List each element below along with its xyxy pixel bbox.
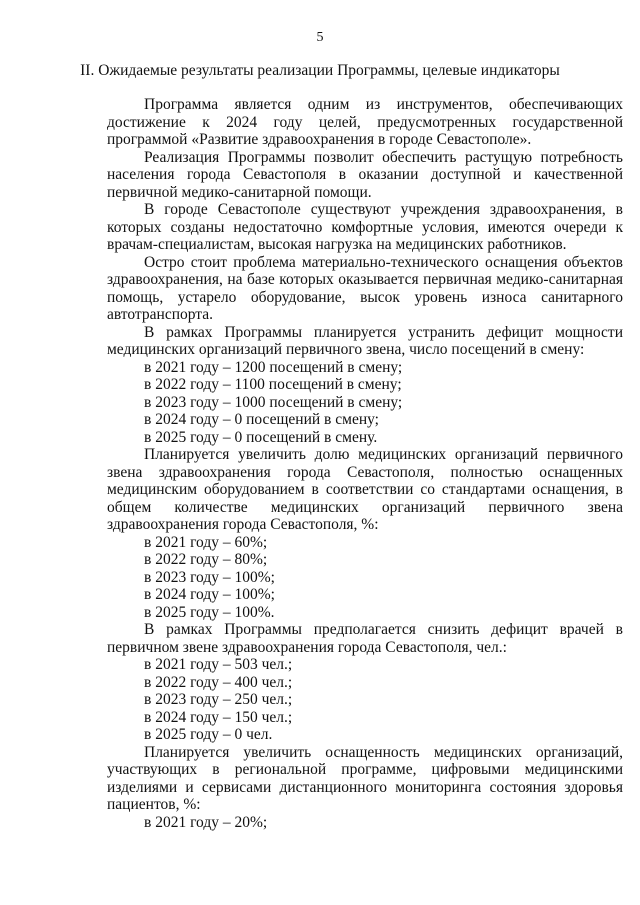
list-item: в 2021 году – 20%;	[144, 813, 268, 831]
paragraph-digital-monitoring: Планируется увеличить оснащенность медицинских организаций, участвующих в региональной программе, цифровыми медицинскими изделиями и сервисами дистанционного мониторинга состояния здоровья пациентов, %:	[107, 743, 623, 813]
list-item: в 2024 году – 150 чел.;	[144, 708, 293, 726]
list-item: в 2025 году – 0 посещений в смену.	[144, 428, 378, 446]
paragraph-program-implementation: Реализация Программы позволит обеспечить растущую потребность населения города Севастополя в оказании доступной и качественной первичной медико-санитарной помощи.	[107, 148, 623, 201]
paragraph-equipment-problem: Остро стоит проблема материально-технического оснащения объектов здравоохранения, на базе которых оказывается первичная медико-санитарная помощь, устарело оборудование, высок уровень износа санитарного автотранспорта.	[107, 253, 623, 323]
list-doctor-deficit	[107, 656, 623, 744]
paragraph-doctor-deficit: В рамках Программы предполагается снизить дефицит врачей в первичном звене здравоохранения города Севастополя, чел.:	[107, 621, 623, 656]
list-item: в 2025 году – 100%.	[144, 603, 275, 621]
list-item: в 2025 году – 0 чел.	[144, 726, 273, 743]
list-item: в 2023 году – 250 чел.;	[144, 691, 293, 708]
list-item: в 2022 году – 400 чел.;	[144, 673, 293, 691]
list-item: в 2024 году – 0 посещений в смену;	[144, 411, 379, 428]
list-item: в 2023 году – 1000 посещений в смену;	[144, 393, 403, 411]
paragraph-program-goals: Программа является одним из инструментов, обеспечивающих достижение к 2024 году целей, предусмотренных государственной программой «Развитие здравоохранения в городе Севастополе».	[107, 96, 623, 148]
document-body	[107, 96, 623, 831]
page-number: 5	[316, 30, 324, 45]
list-digital-monitoring	[107, 814, 623, 832]
list-item: в 2021 году – 503 чел.;	[144, 656, 293, 673]
list-item: в 2021 году – 60%;	[144, 533, 268, 551]
list-item: в 2022 году – 80%;	[144, 551, 268, 568]
list-item: в 2022 году – 1100 посещений в смену;	[144, 376, 402, 393]
list-item: в 2024 году – 100%;	[144, 586, 275, 603]
paragraph-equipment-share: Планируется увеличить долю медицинских организаций первичного звена здравоохранения города Севастополя, полностью оснащенных медицинским оборудованием в соответствии со стандартами оснащения, в общем количестве медицинских организаций первичного звена здравоохранения города Севастополя, %:	[107, 446, 623, 533]
list-item: в 2021 году – 1200 посещений в смену;	[144, 358, 403, 376]
paragraph-capacity-deficit: В рамках Программы планируется устранить дефицит мощности медицинских организаций первичного звена, число посещений в смену:	[107, 323, 623, 358]
list-item: в 2023 году – 100%;	[144, 568, 275, 586]
list-equipment-share	[107, 534, 623, 622]
paragraph-current-facilities: В городе Севастополе существуют учреждения здравоохранения, в которых созданы недостаточно комфортные условия, имеются очереди к врачам-специалистам, высокая нагрузка на медицинских работников.	[107, 201, 623, 253]
section-title: II. Ожидаемые результаты реализации Программы, целевые индикаторы	[80, 62, 560, 79]
list-capacity-deficit	[107, 359, 623, 447]
